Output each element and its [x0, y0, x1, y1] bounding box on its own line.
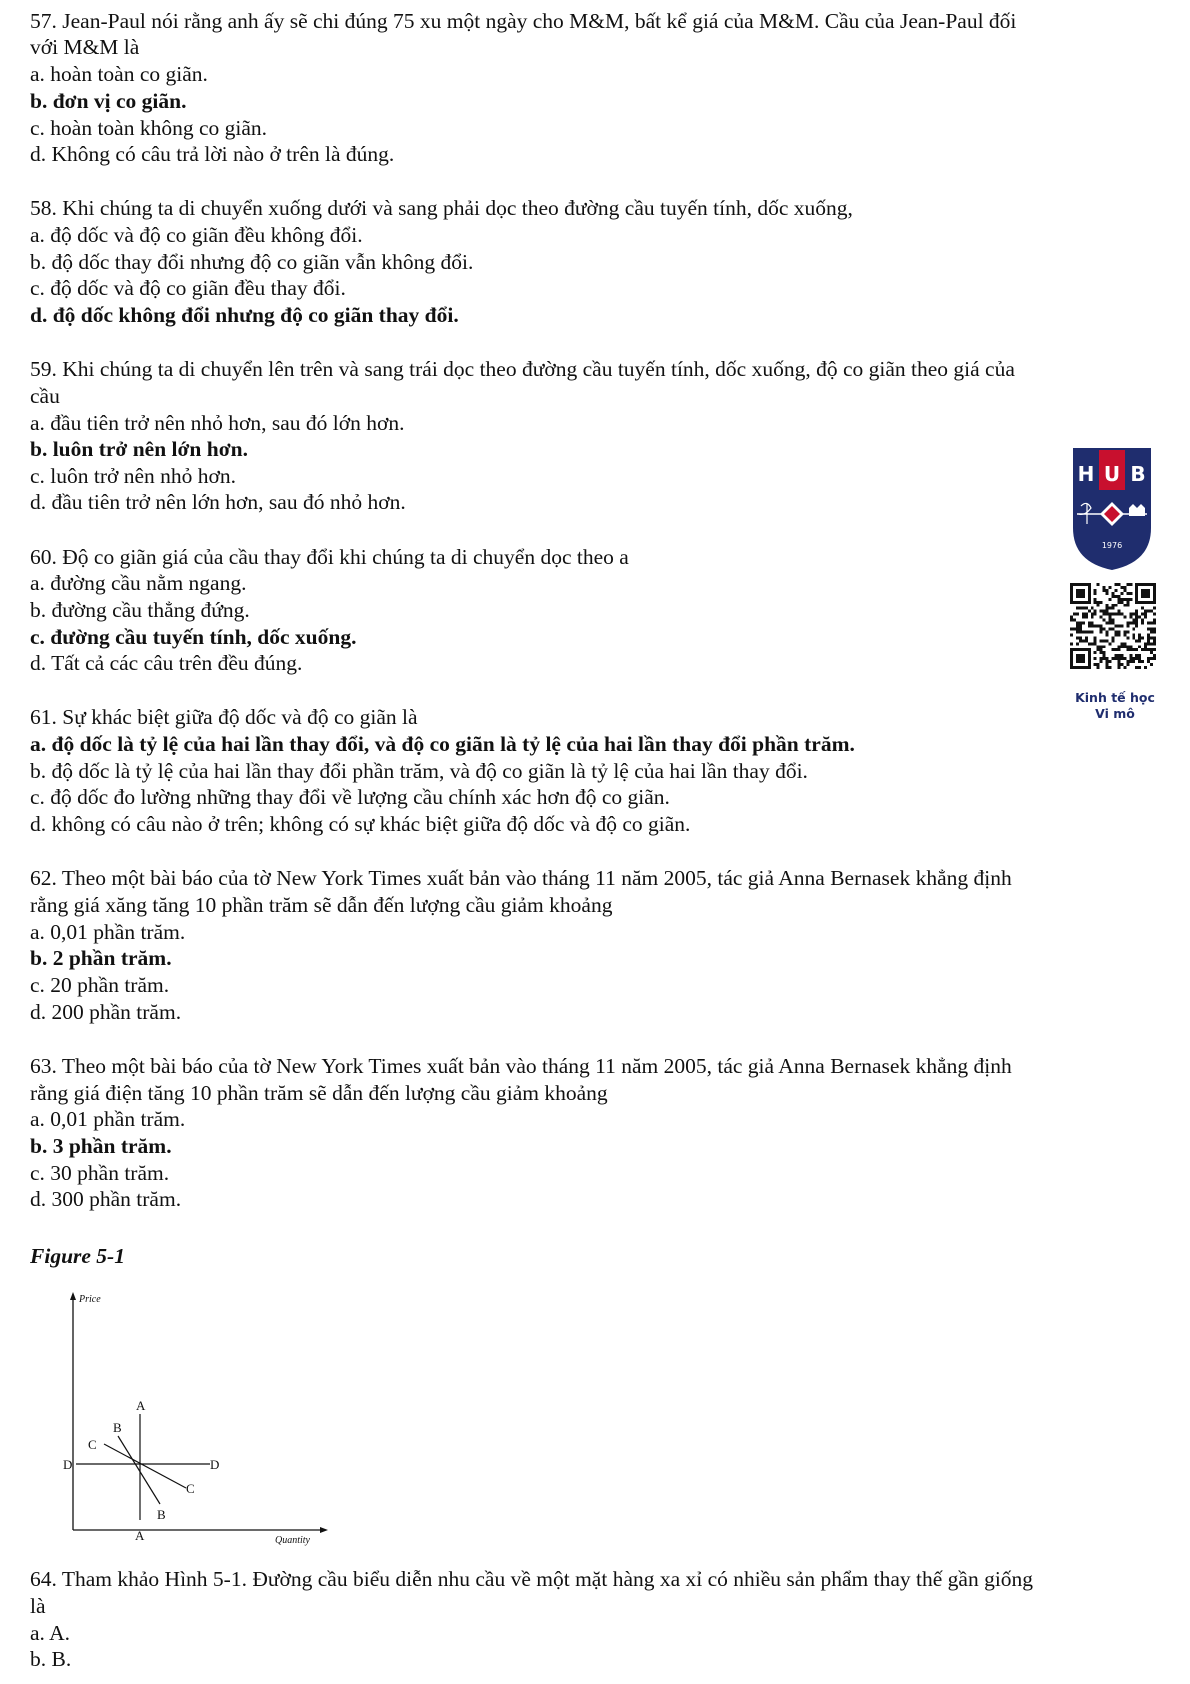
text-line: 64. Tham khảo Hình 5-1. Đường cầu biểu diễn nhu cầu về một mặt hàng xa xỉ có nhiều sản phẩm thay thế gần giống [30, 1567, 1034, 1591]
text-line: d. đầu tiên trở nên lớn hơn, sau đó nhỏ hơn. [30, 490, 406, 514]
answer-line-bold: d. độ dốc không đổi nhưng độ co giãn thay đổi. [30, 303, 459, 327]
answer-line-bold: b. luôn trở nên lớn hơn. [30, 437, 248, 461]
curve-c [104, 1444, 186, 1488]
label-d-right: D [210, 1457, 220, 1472]
figure-5-1-diagram [60, 1284, 340, 1546]
text-line: rằng giá điện tăng 10 phần trăm sẽ dẫn đến lượng cầu giảm khoảng [30, 1081, 608, 1105]
text-line: a. độ dốc và độ co giãn đều không đổi. [30, 223, 363, 247]
answer-line-bold: b. 3 phần trăm. [30, 1134, 172, 1158]
text-line: b. độ dốc thay đổi nhưng độ co giãn vẫn không đổi. [30, 250, 474, 274]
text-line: d. Tất cả các câu trên đều đúng. [30, 651, 303, 675]
subject-line-1: Kinh tế học [1075, 690, 1155, 705]
text-line: a. A. [30, 1621, 71, 1645]
text-line: a. đầu tiên trở nên nhỏ hơn, sau đó lớn hơn. [30, 411, 405, 435]
text-line: c. độ dốc đo lường những thay đổi về lượng cầu chính xác hơn độ co giãn. [30, 785, 670, 809]
text-line: c. 30 phần trăm. [30, 1161, 170, 1185]
text-line: rằng giá xăng tăng 10 phần trăm sẽ dẫn đến lượng cầu giảm khoảng [30, 893, 613, 917]
text-line: là [30, 1594, 46, 1618]
text-line: b. độ dốc là tỷ lệ của hai lần thay đổi phần trăm, và độ co giãn là tỷ lệ của hai lần thay đổi. [30, 759, 808, 783]
subject-line-2: Vi mô [1095, 706, 1135, 721]
text-line: b. đường cầu thẳng đứng. [30, 598, 250, 622]
hub-logo [1067, 444, 1157, 572]
label-b-bottom: B [157, 1507, 166, 1522]
y-axis-arrow [70, 1292, 76, 1300]
text-line: với M&M là [30, 35, 140, 59]
label-a-bottom: A [135, 1528, 145, 1543]
text-line: c. 20 phần trăm. [30, 973, 170, 997]
text-line: b. B. [30, 1647, 72, 1671]
text-line: 62. Theo một bài báo của tờ New York Times xuất bản vào tháng 11 năm 2005, tác giả Anna Bernasek khẳng định [30, 866, 1012, 890]
logo-letter-u: U [1103, 462, 1121, 486]
text-line: d. Không có câu trả lời nào ở trên là đúng. [30, 142, 395, 166]
text-line: a. hoàn toàn co giãn. [30, 62, 208, 86]
text-line: cầu [30, 384, 60, 408]
text-line: 59. Khi chúng ta di chuyển lên trên và sang trái dọc theo đường cầu tuyến tính, dốc xuống, độ co giãn theo giá của [30, 357, 1015, 381]
text-line: c. hoàn toàn không co giãn. [30, 116, 268, 140]
text-line: d. 300 phần trăm. [30, 1187, 182, 1211]
answer-line-bold: c. đường cầu tuyến tính, dốc xuống. [30, 625, 357, 649]
label-c-bottom: C [186, 1481, 195, 1496]
text-line: c. độ dốc và độ co giãn đều thay đổi. [30, 276, 346, 300]
logo-letter-b: B [1130, 462, 1146, 486]
answer-line-bold: a. độ dốc là tỷ lệ của hai lần thay đổi, và độ co giãn là tỷ lệ của hai lần thay đổi phần trăm. [30, 732, 855, 756]
y-axis-label: Price [79, 1294, 101, 1305]
label-d-left: D [63, 1457, 73, 1472]
text-line: a. 0,01 phần trăm. [30, 920, 186, 944]
answer-line-bold: b. 2 phần trăm. [30, 946, 172, 970]
x-axis-arrow [320, 1527, 328, 1533]
x-axis-label: Quantity [275, 1535, 310, 1546]
qr-code-icon [1070, 583, 1156, 669]
text-line: 60. Độ co giãn giá của cầu thay đổi khi chúng ta di chuyển dọc theo a [30, 545, 629, 569]
text-line: d. 200 phần trăm. [30, 1000, 182, 1024]
text-line: a. 0,01 phần trăm. [30, 1107, 186, 1131]
answer-line-bold: b. đơn vị co giãn. [30, 89, 187, 113]
figure-title: Figure 5-1 [30, 1244, 125, 1268]
text-line: d. không có câu nào ở trên; không có sự khác biệt giữa độ dốc và độ co giãn. [30, 812, 691, 836]
logo-letter-h: H [1077, 462, 1095, 486]
text-line: c. luôn trở nên nhỏ hơn. [30, 464, 237, 488]
text-line: 63. Theo một bài báo của tờ New York Times xuất bản vào tháng 11 năm 2005, tác giả Anna Bernasek khẳng định [30, 1054, 1012, 1078]
text-line: 61. Sự khác biệt giữa độ dốc và độ co giãn là [30, 705, 418, 729]
text-line: 58. Khi chúng ta di chuyển xuống dưới và sang phải dọc theo đường cầu tuyến tính, dốc xuống, [30, 196, 853, 220]
logo-year: 1976 [1101, 541, 1123, 550]
text-line: a. đường cầu nằm ngang. [30, 571, 247, 595]
label-c-top: C [88, 1437, 97, 1452]
label-a-top: A [136, 1398, 146, 1413]
text-line: 57. Jean-Paul nói rằng anh ấy sẽ chi đúng 75 xu một ngày cho M&M, bất kể giá của M&M. Cầu của Jean-Paul đối [30, 9, 1017, 33]
label-b-top: B [113, 1420, 122, 1435]
